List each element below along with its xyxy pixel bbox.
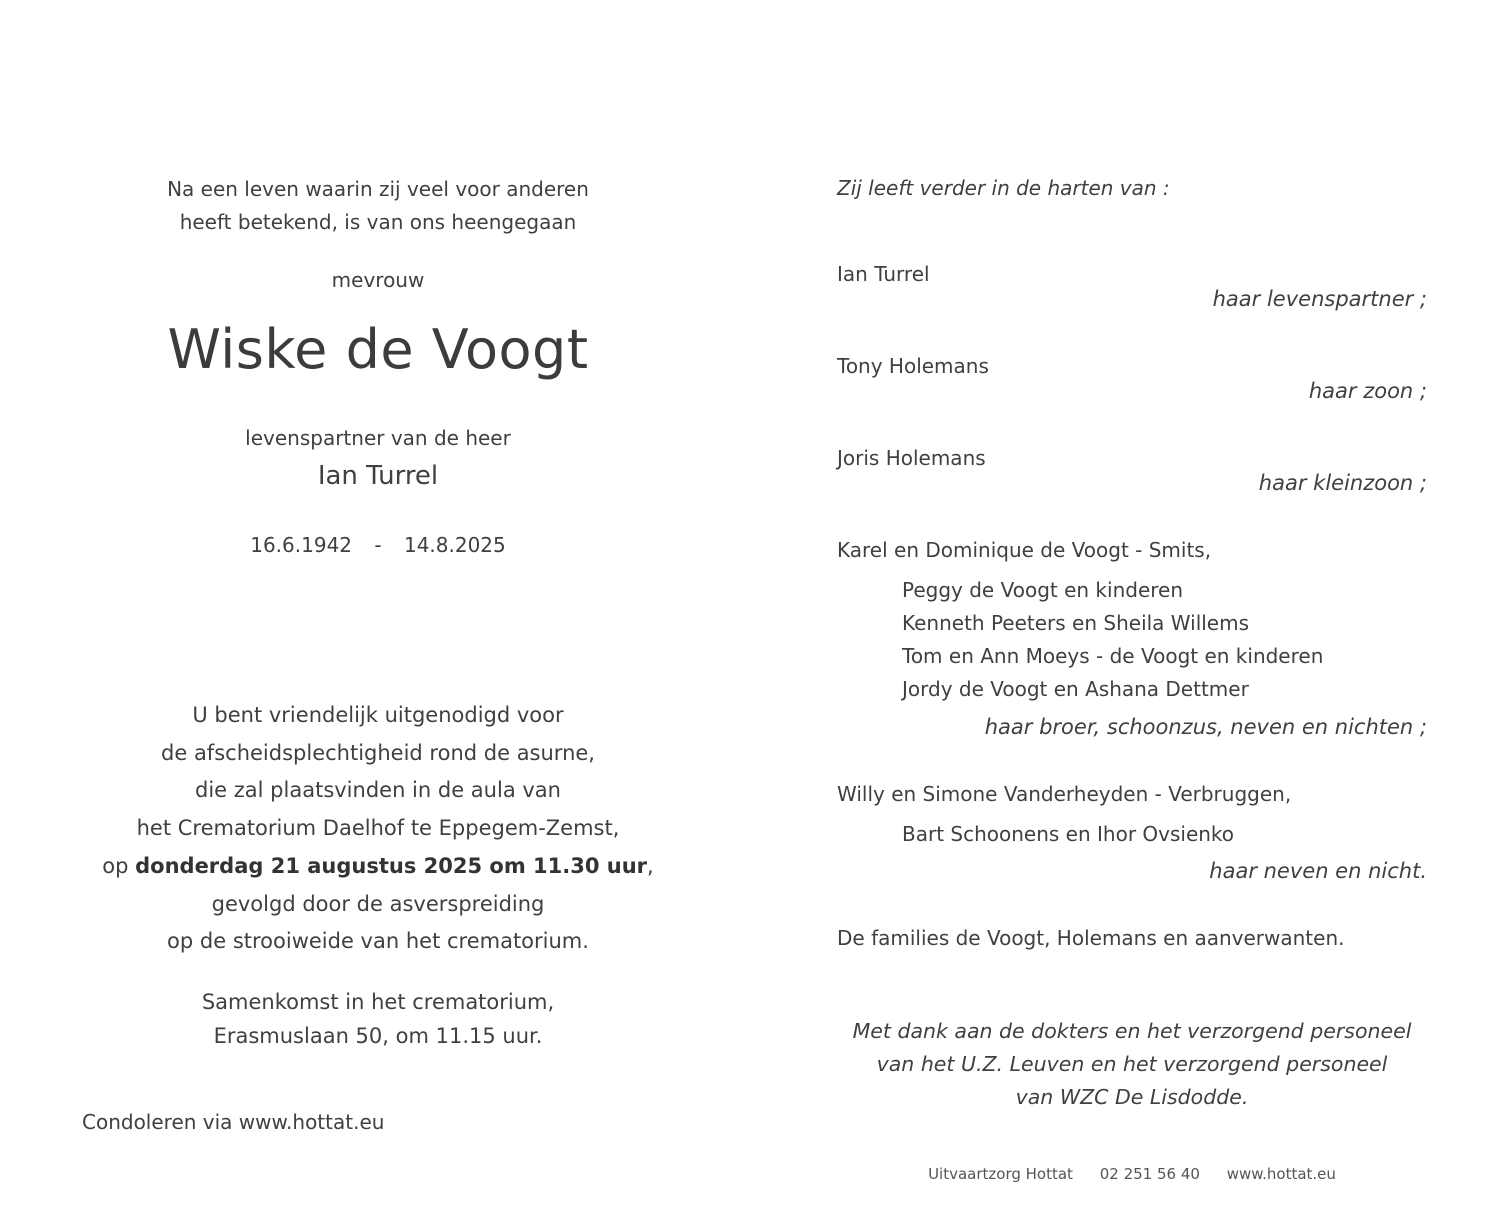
- invite-line-4: het Crematorium Daelhof te Eppegem-Zemst,: [136, 816, 620, 841]
- invite-line-7: op de strooiweide van het crematorium.: [167, 929, 589, 954]
- list-item: Jordy de Voogt en Ashana Dettmer: [902, 677, 1249, 701]
- survivor-karel: Karel en Dominique de Voogt - Smits,: [837, 538, 1212, 562]
- condolences-link[interactable]: Condoleren via www.hottat.eu: [82, 1110, 385, 1134]
- birth-date: 16.6.1942: [250, 533, 353, 557]
- ceremony-datetime: donderdag 21 augustus 2025 om 11.30 uur: [135, 853, 648, 878]
- footer-website[interactable]: www.hottat.eu: [1226, 1165, 1336, 1183]
- invite-line-5: [78, 848, 678, 886]
- thanks-line-1: Met dank aan de dokters en het verzorgend personeel: [852, 1019, 1412, 1043]
- partner-label: levenspartner van de heer: [245, 426, 511, 450]
- relation-joris: haar kleinzoon ;: [1258, 471, 1427, 495]
- intro-line-2: heeft betekend, is van ons heengegaan: [179, 210, 577, 234]
- invite-line-1: U bent vriendelijk uitgenodigd voor: [192, 703, 564, 727]
- footer-phone: 02 251 56 40: [1099, 1165, 1200, 1183]
- partner-name: Ian Turrel: [317, 461, 439, 491]
- thanks-line-3: van WZC De Lisdodde.: [1015, 1085, 1249, 1109]
- invite-line-5-prefix: op: [102, 853, 136, 878]
- footer-company: Uitvaartzorg Hottat: [928, 1165, 1073, 1183]
- intro-line-1: Na een leven waarin zij veel voor anderen: [167, 177, 589, 201]
- karel-children-list: [902, 574, 1323, 706]
- thanks-text: [832, 1015, 1432, 1114]
- date-separator: -: [374, 533, 382, 557]
- relation-tony: haar zoon ;: [1308, 379, 1427, 403]
- survivor-willy: Willy en Simone Vanderheyden - Verbruggen,: [837, 782, 1292, 806]
- relation-karel: haar broer, schoonzus, neven en nichten ;: [984, 715, 1427, 739]
- invite-line-6: gevolgd door de asverspreiding: [211, 891, 545, 916]
- footer: [832, 1165, 1432, 1183]
- invite-line-3: die zal plaatsvinden in de aula van: [195, 778, 561, 803]
- list-item: Tom en Ann Moeys - de Voogt en kinderen: [902, 644, 1324, 668]
- families-line: De families de Voogt, Holemans en aanverwanten.: [837, 926, 1345, 950]
- list-item: Peggy de Voogt en kinderen: [902, 578, 1184, 602]
- thanks-line-2: van het U.Z. Leuven en het verzorgend personeel: [876, 1052, 1388, 1076]
- death-date: 14.8.2025: [403, 533, 506, 557]
- willy-children: Bart Schoonens en Ihor Ovsienko: [902, 822, 1235, 846]
- meeting-info: [78, 985, 678, 1053]
- intro-text: [78, 173, 678, 239]
- life-dates: [78, 533, 678, 557]
- relation-willy: haar neven en nicht.: [1209, 859, 1427, 883]
- survivors-heading: Zij leeft verder in de harten van :: [837, 176, 1170, 200]
- meeting-line-2: Erasmuslaan 50, om 11.15 uur.: [213, 1024, 543, 1048]
- ceremony-invitation: [78, 697, 678, 961]
- invite-line-2: de afscheidsplechtigheid rond de asurne,: [161, 740, 595, 765]
- deceased-name: Wiske de Voogt: [167, 318, 589, 381]
- meeting-line-1: Samenkomst in het crematorium,: [201, 990, 555, 1014]
- relation-ian: haar levenspartner ;: [1212, 287, 1427, 311]
- survivor-joris: Joris Holemans: [837, 446, 986, 470]
- list-item: Kenneth Peeters en Sheila Willems: [902, 611, 1250, 635]
- survivor-ian: Ian Turrel: [837, 262, 930, 286]
- salutation: mevrouw: [331, 268, 425, 292]
- invite-line-5-suffix: ,: [647, 853, 654, 878]
- survivor-tony: Tony Holemans: [837, 354, 989, 378]
